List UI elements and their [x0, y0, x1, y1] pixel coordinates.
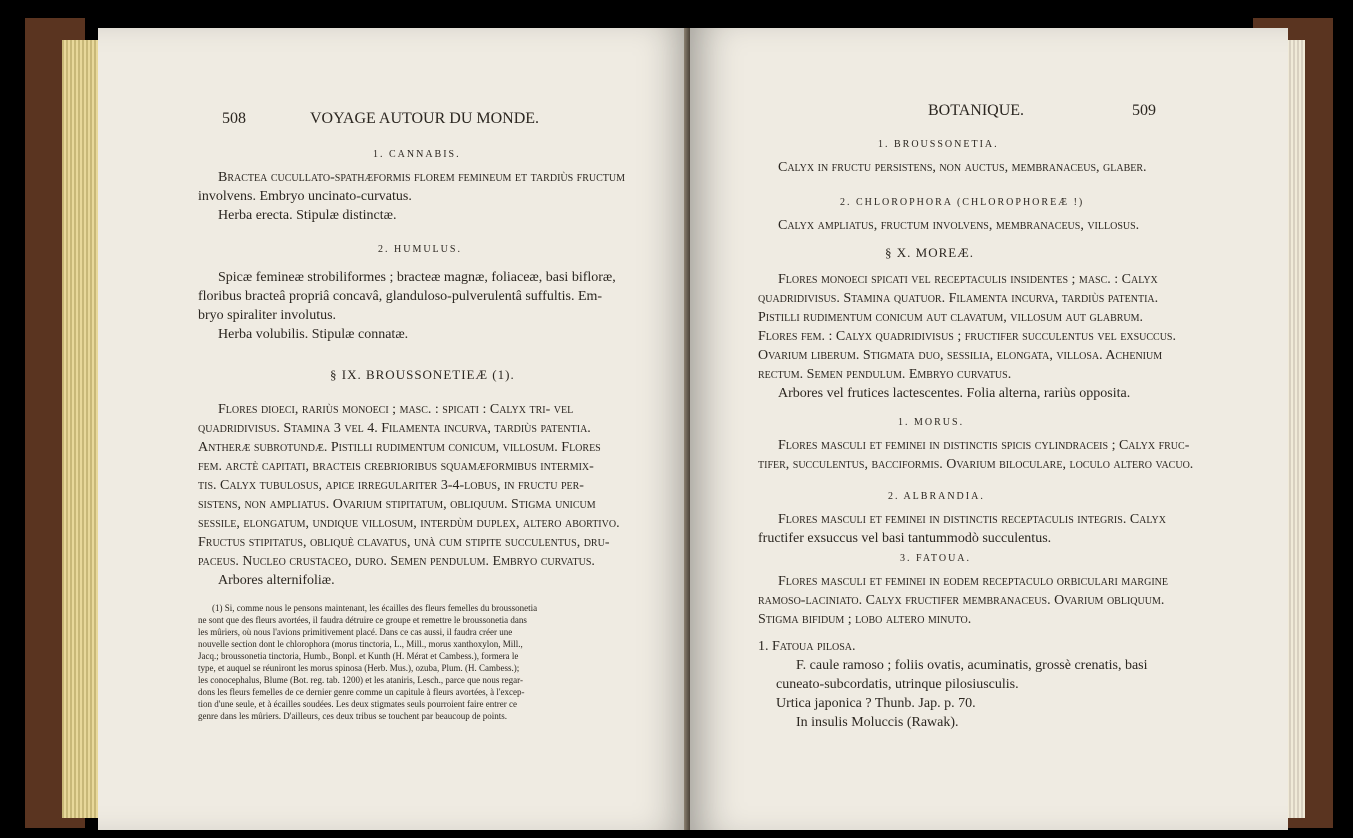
text-line: Spicæ femineæ strobiliformes ; bracteæ magnæ, foliaceæ, basi bifloræ,: [218, 270, 616, 285]
text-line: Bractea cucullato-spathæformis florem femineum et tardiùs fructum: [218, 170, 626, 185]
body-line: Antheræ subrotundæ. Pistilli rudimentum conicum, villosum. Flores: [198, 440, 601, 455]
species-line: In insulis Moluccis (Rawak).: [796, 715, 959, 730]
species-title: 1. Fatoua pilosa.: [758, 639, 856, 654]
page-edges-left: [62, 40, 100, 818]
footnote-line: Jacq.; broussonetia tinctoria, Humb., Bonpl. et Kunth (H. Mérat et Cambess.), formera le: [198, 651, 519, 661]
subsection-title: 2. HUMULUS.: [378, 244, 462, 255]
text-line: Calyx in fructu persistens, non auctus, membranaceus, glaber.: [778, 160, 1147, 175]
subsection-title: 2. CHLOROPHORA (CHLOROPHOREÆ !): [840, 197, 1085, 208]
subsection-title: 1. BROUSSONETIA.: [878, 139, 999, 150]
body-line: tis. Calyx tubulosus, apice irregulariter 3-4-lobus, in fructu per-: [198, 478, 584, 493]
footnote-line: tion d'une seule, et à écailles soudées. Les deux stigmates seuls pourroient faire entrer ce: [198, 699, 518, 709]
right-page: [690, 28, 1288, 830]
left-page: [98, 28, 690, 830]
text-line: Stigma bifidum ; lobo altero minuto.: [758, 612, 972, 627]
body-line: Ovarium liberum. Stigmata duo, sessilia, elongata, villosa. Achenium: [758, 348, 1163, 363]
text-line: Herba volubilis. Stipulæ connatæ.: [218, 327, 409, 342]
footnote-line: type, et auquel se réuniront les morus spinosa (Herb. Mus.), ozuba, Plum. (H. Cambess.);: [198, 663, 520, 673]
body-line: quadridivisus. Stamina 3 vel 4. Filamenta incurva, tardiùs patentia.: [198, 421, 591, 436]
body-line: sessile, elongatum, undique villosum, interdùm duplex, altero abortivo.: [198, 516, 620, 531]
body-line: paceus. Nucleo crustaceo, duro. Semen pendulum. Embryo curvatus.: [198, 554, 595, 569]
footnote-line: les conocephalus, Blume (Bot. reg. tab. 1200) et les ataniris, Lesch., parce que nous regar-: [198, 675, 523, 685]
text-line: Flores masculi et feminei in eodem receptaculo orbiculari margine: [778, 574, 1168, 589]
text-line: Flores masculi et feminei in distinctis receptaculis integris. Calyx: [778, 512, 1166, 527]
text-line: Flores masculi et feminei in distinctis spicis cylindraceis ; Calyx fruc-: [778, 438, 1190, 453]
species-line: cuneato-subcordatis, utrinque pilosiusculis.: [776, 677, 1019, 692]
footnote-line: (1) Si, comme nous le pensons maintenant, les écailles des fleurs femelles du broussonetia: [212, 603, 538, 613]
footnote-line: les mûriers, où nous l'avions primitivement placé. Dans ce cas aussi, il faudra créer une: [198, 627, 513, 637]
text-line: fructifer exsuccus vel basi tantummodò succulentus.: [758, 531, 1052, 546]
footnote-line: genre dans les mûriers. D'ailleurs, ces deux tribus se touchent par beaucoup de points.: [198, 711, 508, 721]
species-line: F. caule ramoso ; foliis ovatis, acuminatis, grossè crenatis, basi: [796, 658, 1148, 673]
body-line: fem. arctè capitati, bracteis crebrioribus squamæformibus intermix-: [198, 459, 594, 474]
body-line: sistens, non ampliatus. Ovarium stipitatum, obliquum. Stigma unicum: [198, 497, 596, 512]
body-line: Flores monoeci spicati vel receptaculis insidentes ; masc. : Calyx: [778, 272, 1158, 287]
text-line: Herba erecta. Stipulæ distinctæ.: [218, 208, 397, 223]
subsection-title: 1. CANNABIS.: [373, 149, 461, 160]
body-line: Flores dioeci, rariùs monoeci ; masc. : spicati : Calyx tri- vel: [218, 402, 574, 417]
body-line: Arbores alternifoliæ.: [218, 573, 335, 588]
section-title: § X. MOREÆ.: [885, 245, 975, 260]
body-line: Pistilli rudimentum conicum aut clavatum, villosum aut glabrum.: [758, 310, 1144, 325]
footnote-line: nouvelle section dont le chlorophora (morus tinctoria, L., Mill., morus xanthoxylon, Mill.,: [198, 639, 523, 649]
page-number: 509: [1132, 102, 1156, 119]
text-line: involvens. Embryo uncinato-curvatus.: [198, 189, 412, 204]
text-line: bryo spiraliter involutus.: [198, 308, 337, 323]
text-line: ramoso-laciniato. Calyx fructifer membranaceus. Ovarium obliquum.: [758, 593, 1165, 608]
page-number: 508: [222, 110, 246, 127]
body-line: Arbores vel frutices lactescentes. Folia alterna, rariùs opposita.: [778, 386, 1131, 401]
text-line: Calyx ampliatus, fructum involvens, membranaceus, villosus.: [778, 218, 1140, 233]
subsection-title: 1. MORUS.: [898, 417, 965, 428]
running-head: VOYAGE AUTOUR DU MONDE.: [310, 110, 540, 127]
section-title: § IX. BROUSSONETIEÆ (1).: [330, 367, 515, 382]
subsection-title: 3. FATOUA.: [900, 553, 972, 564]
body-line: quadridivisus. Stamina quatuor. Filamenta incurva, tardiùs patentia.: [758, 291, 1159, 306]
running-head: BOTANIQUE.: [928, 102, 1025, 119]
body-line: Flores fem. : Calyx quadridivisus ; fructifer succulentus vel exsuccus.: [758, 329, 1176, 344]
body-line: Fructus stipitatus, obliquè clavatus, unà cum stipite succulentus, dru-: [198, 535, 610, 550]
body-line: rectum. Semen pendulum. Embryo curvatus.: [758, 367, 1012, 382]
footnote-line: dons les fleurs femelles de ce dernier genre comme un capitule à fleurs avortées, à l'excep-: [198, 687, 525, 697]
text-line: tifer, succulentus, bacciformis. Ovarium biloculare, loculo altero vacuo.: [758, 457, 1194, 472]
footnote-line: ne sont que des fleurs avortées, il faudra détruire ce groupe et remettre le broussonetia dans: [198, 615, 527, 625]
subsection-title: 2. ALBRANDIA.: [888, 491, 985, 502]
species-line: Urtica japonica ? Thunb. Jap. p. 70.: [776, 696, 976, 711]
text-line: floribus bracteâ propriâ concavâ, glanduloso-pulverulentâ suffultis. Em-: [198, 289, 603, 304]
page-edges-right: [1285, 40, 1305, 818]
